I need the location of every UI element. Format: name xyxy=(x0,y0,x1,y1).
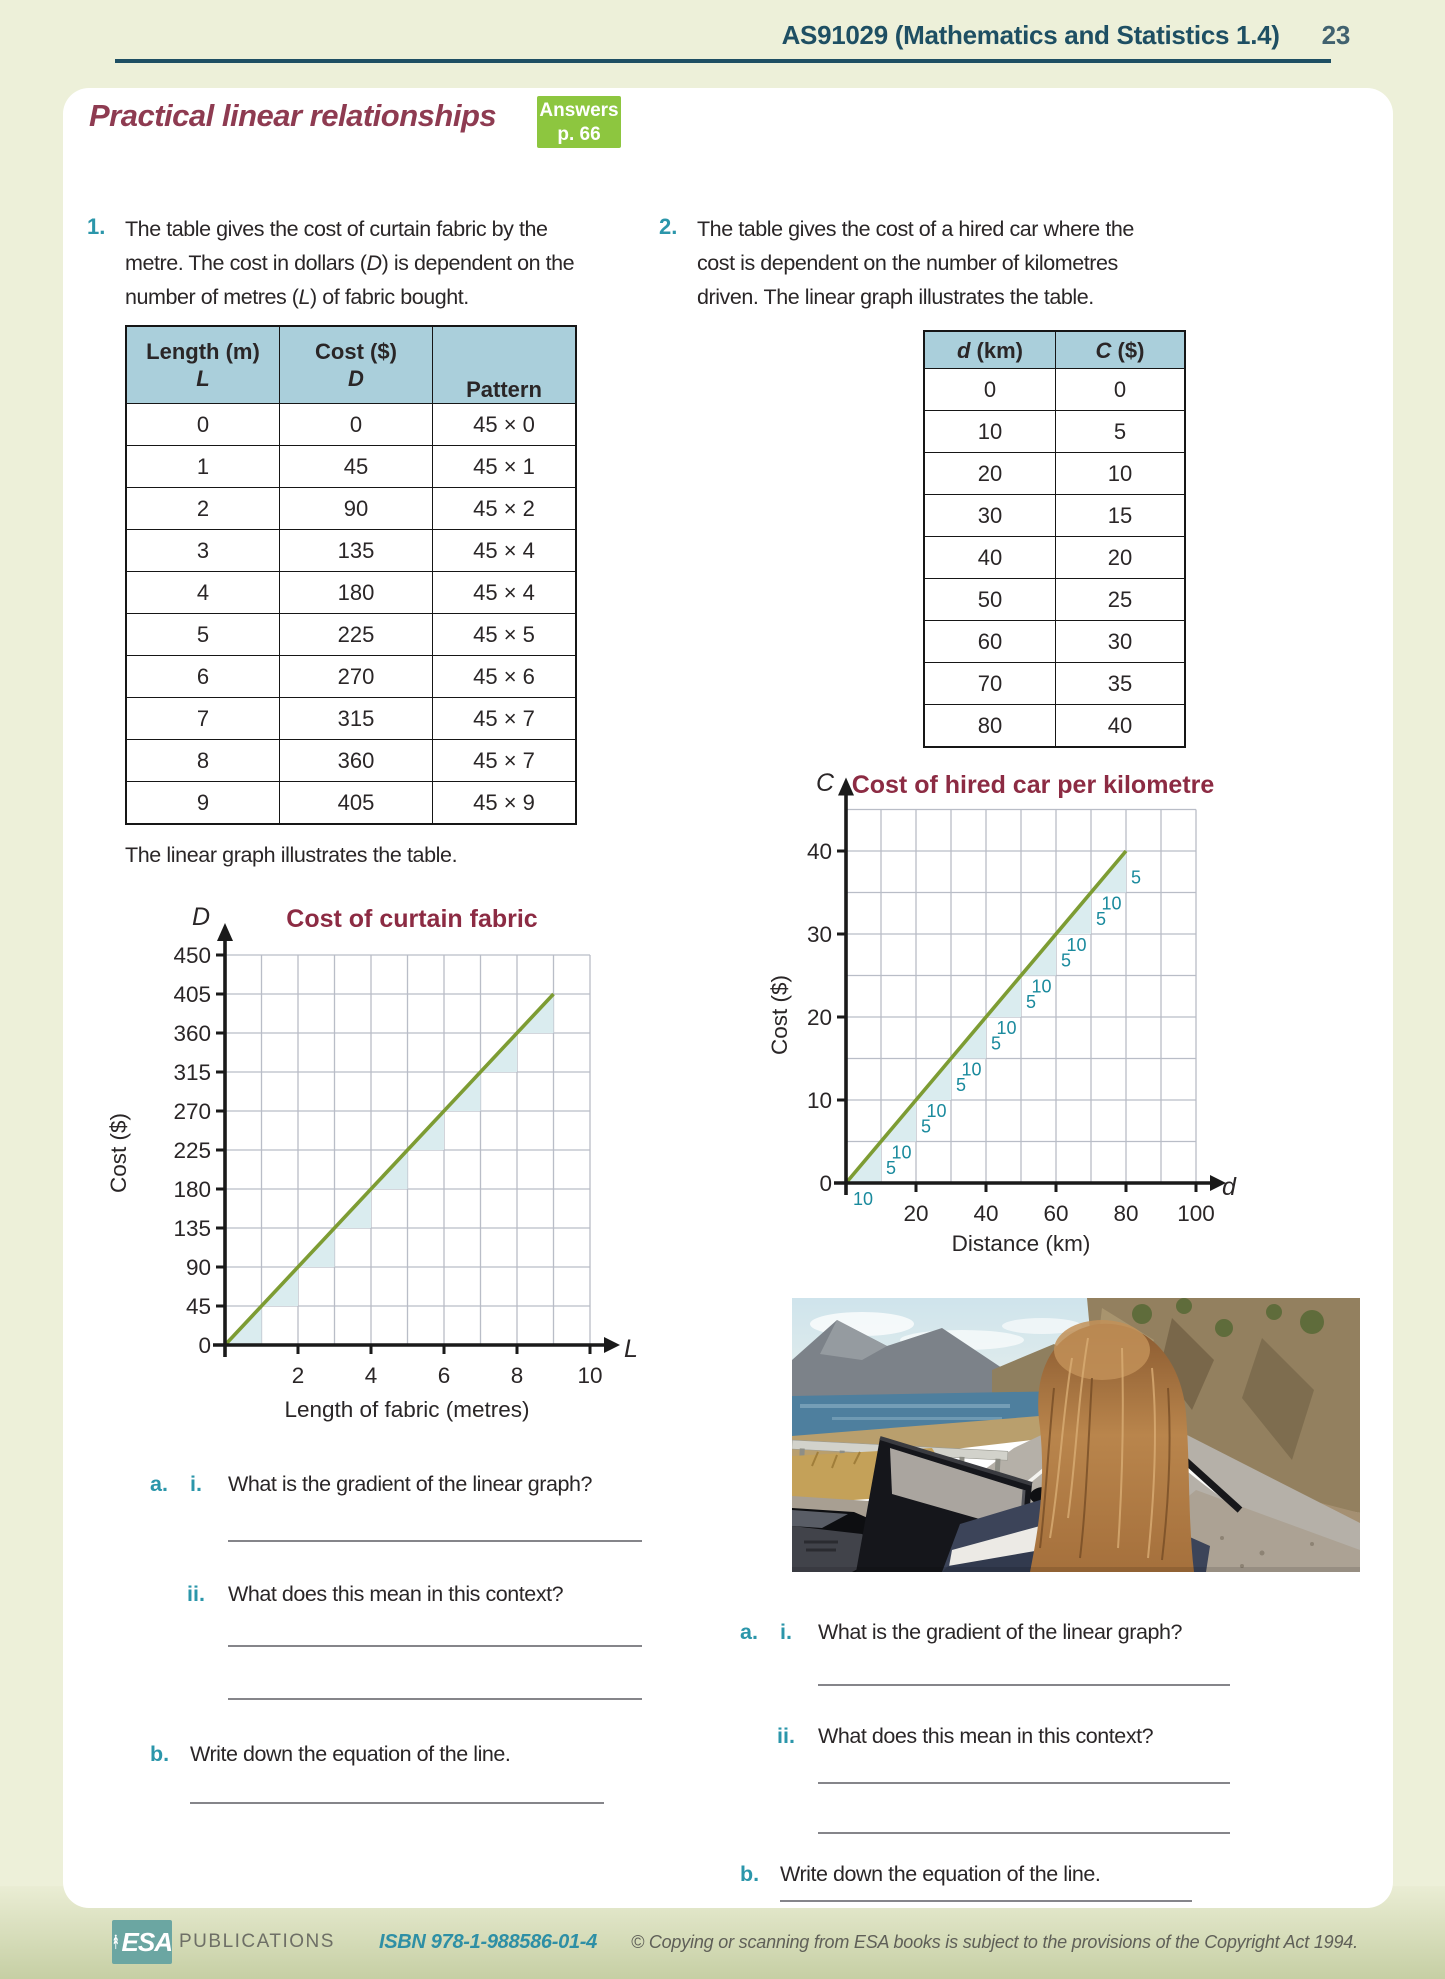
svg-text:90: 90 xyxy=(185,1255,211,1280)
svg-text:Length of fabric (metres): Length of fabric (metres) xyxy=(284,1397,530,1422)
svg-text:5: 5 xyxy=(921,1116,932,1137)
course-code: AS91029 (Mathematics and Statistics 1.4) xyxy=(781,20,1280,50)
table-cell: 0 xyxy=(924,369,1056,411)
svg-text:450: 450 xyxy=(173,943,211,968)
svg-text:Distance (km): Distance (km) xyxy=(951,1231,1091,1256)
q1-ii-label: ii. xyxy=(187,1582,205,1606)
table-cell: 45 × 6 xyxy=(433,656,577,698)
svg-text:10: 10 xyxy=(1101,893,1122,914)
table-cell: 35 xyxy=(1056,663,1186,705)
column-header: d (km) xyxy=(924,331,1056,369)
table-row xyxy=(126,530,576,572)
table-row xyxy=(924,621,1185,663)
table-row xyxy=(126,404,576,446)
svg-text:270: 270 xyxy=(173,1099,211,1124)
svg-text:0: 0 xyxy=(819,1171,832,1196)
answer-line[interactable] xyxy=(228,1645,642,1647)
lesson-title: Practical linear relationships xyxy=(89,98,497,133)
svg-text:100: 100 xyxy=(1177,1201,1215,1226)
table-cell: 45 × 2 xyxy=(433,488,577,530)
fabric-cost-table xyxy=(125,325,577,825)
svg-text:315: 315 xyxy=(173,1060,211,1085)
table-row xyxy=(126,698,576,740)
table-row xyxy=(126,656,576,698)
svg-text:10: 10 xyxy=(577,1363,603,1388)
table-cell: 405 xyxy=(280,782,433,825)
answer-line[interactable] xyxy=(228,1698,642,1700)
q1-graph-note: The linear graph illustrates the table. xyxy=(125,843,458,867)
q1-b-question: Write down the equation of the line. xyxy=(190,1742,511,1766)
svg-text:10: 10 xyxy=(961,1059,982,1080)
svg-text:5: 5 xyxy=(1131,867,1142,888)
q1-i-label: i. xyxy=(190,1472,202,1496)
lake-sparkle xyxy=(832,1417,1002,1420)
svg-text:20: 20 xyxy=(806,1005,832,1030)
table-cell: 60 xyxy=(924,621,1056,663)
svg-text:10: 10 xyxy=(852,1189,874,1209)
q2-prompt: The table gives the cost of a hired car where the cost is dependent on the number of kilometres driven. The linear graph illustrates the table. xyxy=(697,217,1134,309)
table-cell: 7 xyxy=(126,698,280,740)
svg-text:360: 360 xyxy=(173,1021,211,1046)
svg-text:C: C xyxy=(815,769,834,797)
table-cell: 45 × 9 xyxy=(433,782,577,825)
svg-text:D: D xyxy=(191,903,210,931)
q2-ii-label: ii. xyxy=(777,1724,795,1748)
table-cell: 45 × 0 xyxy=(433,404,577,446)
table-row xyxy=(924,663,1185,705)
q2-i-question: What is the gradient of the linear graph? xyxy=(818,1620,1183,1644)
answers-badge xyxy=(537,96,621,148)
car-hire-table xyxy=(923,330,1186,748)
answer-line[interactable] xyxy=(190,1802,604,1804)
svg-text:2: 2 xyxy=(291,1363,305,1388)
svg-text:Cost of hired car per kilometr: Cost of hired car per kilometre xyxy=(851,771,1215,799)
svg-text:d: d xyxy=(1222,1173,1236,1201)
q1-prompt: The table gives the cost of curtain fabric by the metre. The cost in dollars (D) is dependent on the number of metres (L) of fabric bought. xyxy=(125,217,575,309)
q1-number: 1. xyxy=(87,214,106,239)
table-cell: 20 xyxy=(924,453,1056,495)
svg-text:4: 4 xyxy=(364,1363,378,1388)
q2-b-question: Write down the equation of the line. xyxy=(780,1862,1101,1886)
svg-text:80: 80 xyxy=(1113,1201,1139,1226)
hair-bun-highlight xyxy=(1054,1320,1150,1380)
table-cell: 0 xyxy=(1056,369,1186,411)
table-cell: 45 xyxy=(280,446,433,488)
table-cell: 5 xyxy=(126,614,280,656)
table-row xyxy=(924,705,1185,748)
q2-ii-question: What does this mean in this context? xyxy=(818,1724,1154,1748)
esa-logo xyxy=(112,1920,172,1964)
table-cell: 20 xyxy=(1056,537,1186,579)
table-cell: 40 xyxy=(1056,705,1186,748)
svg-text:L: L xyxy=(624,1335,638,1363)
table-cell: 180 xyxy=(280,572,433,614)
svg-text:10: 10 xyxy=(1031,976,1052,997)
q1-a-label: a. xyxy=(150,1472,168,1496)
table-cell: 40 xyxy=(924,537,1056,579)
svg-text:5: 5 xyxy=(956,1075,967,1095)
column-header: C ($) xyxy=(1056,331,1186,369)
table-row xyxy=(924,495,1185,537)
content-card xyxy=(63,88,1393,1908)
svg-text:10: 10 xyxy=(891,1142,912,1163)
table-cell: 45 × 4 xyxy=(433,572,577,614)
q2-i-label: i. xyxy=(780,1620,792,1644)
svg-text:30: 30 xyxy=(806,922,832,947)
svg-text:40: 40 xyxy=(973,1201,999,1226)
table-cell: 5 xyxy=(1056,411,1186,453)
svg-text:135: 135 xyxy=(173,1216,211,1241)
table-cell: 6 xyxy=(126,656,280,698)
answer-line[interactable] xyxy=(780,1900,1192,1902)
q2-a-label: a. xyxy=(740,1620,758,1644)
svg-text:405: 405 xyxy=(173,982,211,1007)
column-header: Pattern xyxy=(433,326,577,404)
table-cell: 45 × 7 xyxy=(433,740,577,782)
page-number: 23 xyxy=(1321,20,1350,50)
table-row xyxy=(924,369,1185,411)
table-cell: 45 × 5 xyxy=(433,614,577,656)
table-cell: 0 xyxy=(126,404,280,446)
table-row xyxy=(126,446,576,488)
answer-line[interactable] xyxy=(818,1782,1230,1784)
lake-sparkle xyxy=(800,1404,1010,1408)
svg-text:60: 60 xyxy=(1043,1201,1069,1226)
q1-b-label: b. xyxy=(150,1742,170,1766)
svg-text:40: 40 xyxy=(806,839,832,864)
column-header: Cost ($) D xyxy=(280,326,433,404)
svg-text:20: 20 xyxy=(903,1201,929,1226)
table-row xyxy=(924,579,1185,621)
svg-text:45: 45 xyxy=(185,1294,211,1319)
table-cell: 225 xyxy=(280,614,433,656)
q2-number: 2. xyxy=(659,214,678,239)
table-row xyxy=(924,411,1185,453)
q2-b-label: b. xyxy=(740,1862,760,1886)
photo-bottom-shade xyxy=(792,1567,1360,1572)
svg-text:225: 225 xyxy=(173,1138,211,1163)
table-row xyxy=(126,740,576,782)
svg-text:5: 5 xyxy=(991,1033,1002,1054)
table-cell: 45 × 4 xyxy=(433,530,577,572)
table-cell: 45 × 7 xyxy=(433,698,577,740)
svg-text:Cost ($): Cost ($) xyxy=(106,1112,131,1194)
roadside-photo-illustration xyxy=(792,1298,1360,1572)
svg-text:6: 6 xyxy=(437,1363,451,1388)
table-cell: 3 xyxy=(126,530,280,572)
svg-text:10: 10 xyxy=(806,1088,832,1113)
svg-text:10: 10 xyxy=(1066,935,1087,955)
table-row xyxy=(126,614,576,656)
header-divider xyxy=(115,59,1331,63)
svg-text:5: 5 xyxy=(886,1158,897,1178)
svg-text:180: 180 xyxy=(173,1177,211,1202)
wheat-icon xyxy=(112,1925,120,1959)
table-cell: 270 xyxy=(280,656,433,698)
table-row xyxy=(126,572,576,614)
answers-badge-line1: Answers xyxy=(539,100,619,121)
answers-badge-line2: p. 66 xyxy=(557,124,601,145)
svg-text:5: 5 xyxy=(1061,950,1072,971)
table-cell: 70 xyxy=(924,663,1056,705)
svg-text:0: 0 xyxy=(198,1333,211,1358)
table-cell: 10 xyxy=(1056,453,1186,495)
svg-text:5: 5 xyxy=(1096,909,1107,929)
q1-ii-question: What does this mean in this context? xyxy=(228,1582,564,1606)
table-cell: 30 xyxy=(924,495,1056,537)
table-cell: 315 xyxy=(280,698,433,740)
column-header: Length (m) L xyxy=(126,326,280,404)
table-row xyxy=(924,453,1185,495)
table-row xyxy=(924,537,1185,579)
roadside-photo xyxy=(792,1298,1360,1572)
table-cell: 4 xyxy=(126,572,280,614)
table-cell: 9 xyxy=(126,782,280,825)
table-row xyxy=(126,488,576,530)
esa-logo-text: ESA xyxy=(121,1926,172,1957)
table-cell: 15 xyxy=(1056,495,1186,537)
table-cell: 135 xyxy=(280,530,433,572)
table-cell: 50 xyxy=(924,579,1056,621)
page-header xyxy=(782,20,1350,51)
table-cell: 90 xyxy=(280,488,433,530)
hired-car-graph xyxy=(765,765,1375,1273)
table-cell: 80 xyxy=(924,705,1056,748)
svg-text:5: 5 xyxy=(1026,992,1037,1012)
table-cell: 30 xyxy=(1056,621,1186,663)
svg-text:Cost of curtain fabric: Cost of curtain fabric xyxy=(286,905,538,933)
svg-text:Cost ($): Cost ($) xyxy=(767,974,792,1056)
table-cell: 0 xyxy=(280,404,433,446)
isbn-text: ISBN 978-1-988586-01-4 xyxy=(378,1930,597,1953)
publications-label: PUBLICATIONS xyxy=(179,1931,335,1952)
svg-text:10: 10 xyxy=(926,1101,947,1121)
table-row xyxy=(126,782,576,825)
answer-line[interactable] xyxy=(228,1540,642,1542)
svg-text:8: 8 xyxy=(510,1363,524,1388)
copyright-notice: © Copying or scanning from ESA books is subject to the provisions of the Copyright Act 1994. xyxy=(630,1931,1358,1952)
table-cell: 2 xyxy=(126,488,280,530)
table-cell: 1 xyxy=(126,446,280,488)
table-cell: 10 xyxy=(924,411,1056,453)
svg-text:10: 10 xyxy=(996,1018,1017,1038)
answer-line[interactable] xyxy=(818,1832,1230,1834)
table-cell: 45 × 1 xyxy=(433,446,577,488)
table-cell: 8 xyxy=(126,740,280,782)
table-cell: 360 xyxy=(280,740,433,782)
table-cell: 25 xyxy=(1056,579,1186,621)
fabric-cost-graph xyxy=(100,885,644,1433)
q1-i-question: What is the gradient of the linear graph? xyxy=(228,1472,593,1496)
answer-line[interactable] xyxy=(818,1684,1230,1686)
